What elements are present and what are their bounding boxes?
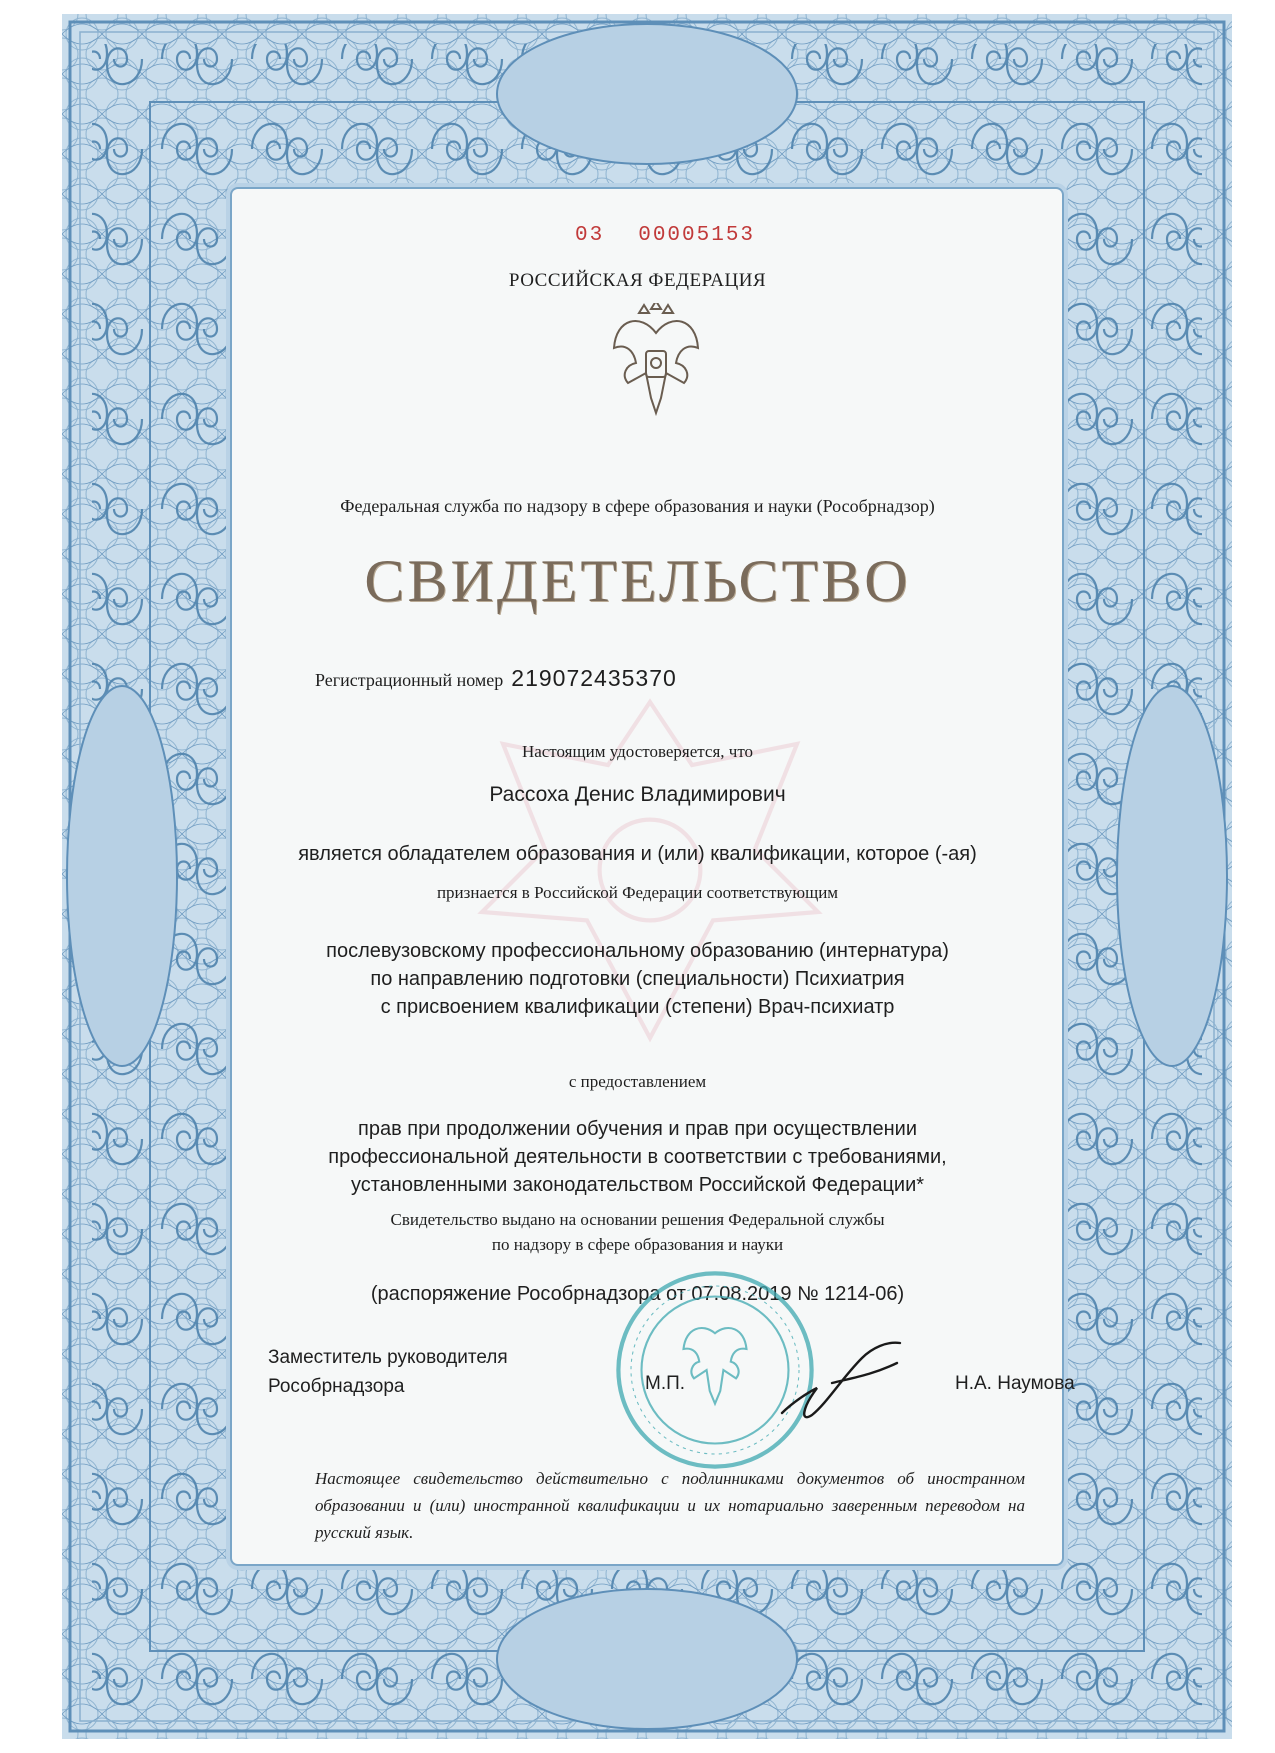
recognized-text: признается в Российской Федерации соответствующим — [436, 883, 839, 902]
granting-text: с предоставлением — [568, 1072, 707, 1091]
agency-name: Федеральная служба по надзору в сфере образования и науки (Рособрнадзор) — [340, 496, 935, 516]
signatory-position — [268, 1343, 508, 1401]
serial-number — [575, 224, 755, 247]
order-reference: (распоряжение Рособрнадзора от 07.08.2019 № 1214-06) — [370, 1283, 905, 1305]
education-qualification: с присвоением квалификации (степени) Врач-психиатр — [380, 996, 895, 1018]
registration-label: Регистрационный номер — [315, 670, 504, 690]
registration-number: 219072435370 — [511, 665, 677, 691]
education-specialty: по направлению подготовки (специальности) Психиатрия — [370, 968, 905, 990]
registration-line — [315, 665, 677, 692]
holder-name: Рассоха Денис Владимирович — [489, 783, 786, 806]
document-title: СВИДЕТЕЛЬСТВО — [364, 548, 911, 614]
handwritten-signature — [772, 1333, 907, 1428]
validity-footnote: Настоящее свидетельство действительно с подлинниками документов об иностранном образовании и (или) иностранной квалификации и их нотариально заверенным переводом на русский язык. — [315, 1469, 1025, 1542]
country-name: РОССИЙСКАЯ ФЕДЕРАЦИЯ — [508, 270, 767, 291]
stamp-place-label: М.П. — [645, 1373, 686, 1394]
position-line-1: Заместитель руководителя — [268, 1347, 508, 1368]
holder-line: является обладателем образования и (или) квалификации, которое (-ая) — [298, 843, 977, 865]
signer-name: Н.А. Наумова — [955, 1373, 1075, 1394]
education-level: послевузовскому профессиональному образованию (интернатура) — [326, 940, 949, 962]
rights-line-3: установленными законодательством Российской Федерации* — [350, 1174, 925, 1196]
rights-line-2: профессиональной деятельности в соответствии с требованиями, — [328, 1146, 947, 1168]
certifies-text: Настоящим удостоверяется, что — [521, 742, 754, 761]
serial-series: 03 — [575, 224, 605, 247]
basis-line-2: по надзору в сфере образования и науки — [491, 1235, 784, 1254]
rights-line-1: прав при продолжении обучения и прав при осуществлении — [358, 1118, 917, 1140]
coat-of-arms-emblem — [606, 303, 706, 423]
serial-digits: 00005153 — [638, 224, 756, 247]
position-line-2: Рособрнадзора — [268, 1376, 405, 1397]
basis-line-1: Свидетельство выдано на основании решения Федеральной службы — [390, 1210, 885, 1229]
